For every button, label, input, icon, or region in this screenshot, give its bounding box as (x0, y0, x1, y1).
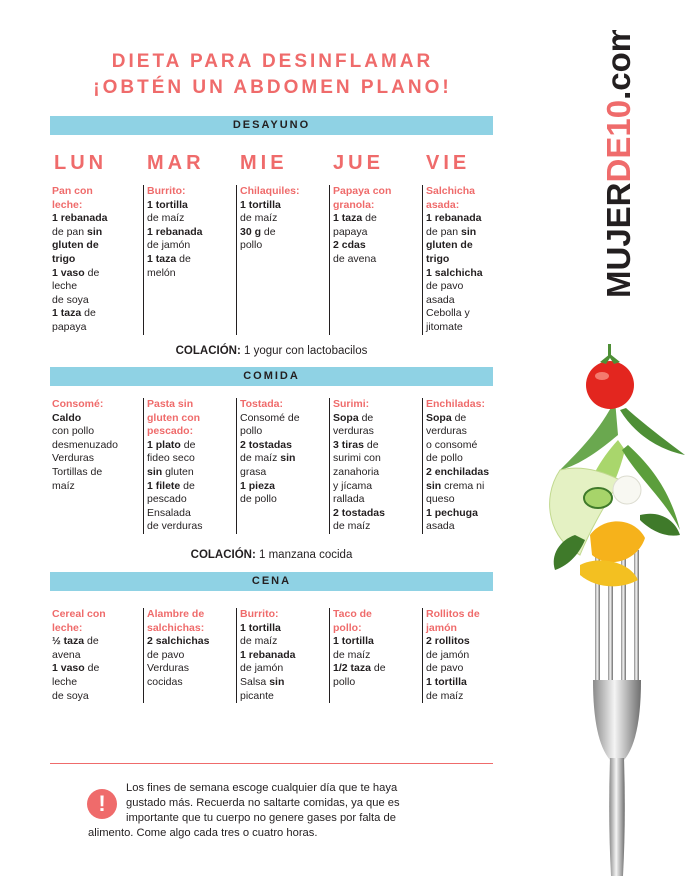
comida-day-column (143, 398, 236, 534)
brand-logo (597, 30, 637, 300)
meal-detail: Tortillas de (52, 465, 103, 478)
fork-with-vegetables-image (520, 340, 693, 876)
meal-detail: leche (52, 280, 78, 293)
meal-detail: 1 rebanada (426, 212, 482, 225)
meal-name: Alambre de (147, 608, 205, 620)
meal-detail: de maíz (333, 520, 371, 533)
meal-detail: 1 tortilla (147, 198, 188, 211)
cena-day-column (143, 608, 236, 703)
meal-detail: 2 salchichas (147, 635, 210, 648)
meal-detail: 2 cdas (333, 239, 366, 252)
meal-detail: asada (426, 520, 455, 533)
meal-detail: rallada (333, 493, 365, 506)
section-band-cena: CENA (50, 572, 493, 591)
brand-part1: MUJER (600, 182, 637, 298)
meal-detail: grasa (240, 465, 267, 478)
day-header: JUE (333, 152, 384, 174)
exclamation-icon: ! (87, 789, 117, 819)
meal-name: Pan con (52, 185, 93, 197)
meal-detail: leche (52, 675, 78, 688)
meal-name: Pasta sin (147, 398, 194, 410)
note-line: alimento. Come algo cada tres o cuatro horas. (88, 827, 318, 839)
meal-detail: 2 tostadas (240, 438, 292, 451)
day-header: LUN (54, 152, 108, 174)
meal-detail: pescado (147, 493, 187, 506)
meal-detail: Consomé de (240, 411, 300, 424)
meal-detail: de maíz (333, 648, 371, 661)
meal-name: Cereal con (52, 608, 106, 620)
meal-name: Papaya con (333, 185, 392, 197)
meal-name: jamón (426, 621, 457, 634)
meal-detail: 1 rebanada (147, 225, 203, 238)
desayuno-day-column (236, 185, 329, 335)
meal-detail: 1 taza de (333, 212, 377, 225)
meal-detail: 1 taza de (147, 252, 191, 265)
note-line: gustado más. Recuerda no saltarte comidas, ya que es (126, 797, 400, 809)
meal-detail: de soya (52, 689, 89, 702)
note-line: Los fines de semana escoge cualquier día que te haya (126, 782, 398, 794)
meal-detail: papaya (333, 225, 368, 238)
meal-detail: maíz (52, 479, 75, 492)
meal-name: Taco de (333, 608, 372, 620)
meal-detail: y jícama (333, 479, 373, 492)
meal-detail: Sopa de (426, 411, 467, 424)
meal-detail: de jamón (240, 662, 284, 675)
meal-detail: zanahoria (333, 465, 380, 478)
meal-detail: de pavo (426, 280, 464, 293)
meal-detail: Salsa sin (240, 675, 285, 688)
comida-day-column (329, 398, 422, 534)
meal-detail: de maíz sin (240, 452, 296, 465)
divider-line (50, 763, 493, 764)
meal-detail: cocidas (147, 675, 183, 688)
meal-name: leche: (52, 198, 83, 211)
meal-detail: de pollo (240, 493, 277, 506)
meal-detail: 30 g de (240, 225, 276, 238)
meal-detail: pollo (240, 425, 263, 438)
meal-detail: surimi con (333, 452, 381, 465)
meal-name: granola: (333, 198, 375, 211)
desayuno-grid (50, 185, 493, 335)
meal-detail: con pollo (52, 425, 95, 438)
desayuno-day-column (422, 185, 493, 335)
meal-detail: Sopa de (333, 411, 374, 424)
meal-detail: jitomate (426, 320, 463, 333)
meal-detail: gluten de (426, 239, 473, 252)
meal-detail: 1 pechuga (426, 506, 478, 519)
section-band-comida: COMIDA (50, 367, 493, 386)
meal-detail: de pavo (147, 648, 185, 661)
meal-detail: 1 rebanada (240, 648, 296, 661)
meal-name: Rollitos de (426, 608, 480, 620)
meal-detail: trigo (52, 252, 76, 265)
meal-detail: gluten de (52, 239, 99, 252)
meal-name: Consomé: (52, 398, 104, 410)
meal-detail: 2 tostadas (333, 506, 385, 519)
meal-detail: 1 tortilla (240, 621, 281, 634)
day-header: MIE (240, 152, 288, 174)
meal-detail: avena (52, 648, 81, 661)
meal-detail: de maíz (240, 635, 278, 648)
meal-detail: 1 plato de (147, 438, 196, 451)
meal-detail: asada (426, 293, 455, 306)
meal-detail: de soya (52, 293, 89, 306)
meal-detail: pollo (333, 675, 356, 688)
meal-name: Tostada: (240, 398, 283, 410)
meal-name: pescado: (147, 425, 194, 438)
cena-grid (50, 608, 493, 703)
meal-name: salchichas: (147, 621, 205, 634)
meal-detail: 1 filete de (147, 479, 195, 492)
meal-detail: Verduras (52, 452, 95, 465)
cena-day-column (422, 608, 493, 703)
meal-name: Enchiladas: (426, 398, 485, 410)
meal-detail: papaya (52, 320, 87, 333)
meal-detail: melón (147, 266, 176, 279)
comida-day-column (422, 398, 493, 534)
meal-detail: queso (426, 493, 455, 506)
meal-detail: Verduras (147, 662, 190, 675)
cena-day-column (236, 608, 329, 703)
meal-detail: verduras (426, 425, 467, 438)
meal-detail: Ensalada (147, 506, 191, 519)
meal-detail: 1 rebanada (52, 212, 108, 225)
meal-detail: sin gluten (147, 465, 194, 478)
meal-detail: 2 enchiladas (426, 465, 490, 478)
meal-detail: Cebolla y (426, 307, 470, 320)
meal-detail: desmenuzado (52, 438, 118, 451)
meal-name: leche: (52, 621, 83, 634)
meal-detail: fideo seco (147, 452, 195, 465)
meal-name: Salchicha (426, 185, 476, 197)
section-band-desayuno: DESAYUNO (50, 116, 493, 135)
comida-day-column (236, 398, 329, 534)
meal-detail: de jamón (426, 648, 470, 661)
meal-detail: de avena (333, 252, 377, 265)
meal-detail: pollo (240, 239, 263, 252)
meal-detail: 1 pieza (240, 479, 276, 492)
meal-detail: 1 salchicha (426, 266, 483, 279)
comida-day-column (50, 398, 143, 534)
meal-detail: 1 taza de (52, 307, 96, 320)
day-header: MAR (147, 152, 205, 174)
meal-detail: 1/2 taza de (333, 662, 386, 675)
colacion-1: COLACIÓN: 1 yogur con lactobacilos (175, 345, 368, 357)
meal-detail: sin crema ni (426, 479, 485, 492)
comida-grid (50, 398, 493, 534)
meal-detail: verduras (333, 425, 374, 438)
meal-detail: picante (240, 689, 274, 702)
meal-name: Burrito: (240, 608, 279, 620)
meal-name: Chilaquiles: (240, 185, 300, 197)
desayuno-day-column (143, 185, 236, 335)
meal-name: Surimi: (333, 398, 370, 410)
weekend-note (88, 781, 468, 841)
meal-name: asada: (426, 198, 460, 211)
meal-name: gluten con (147, 411, 201, 424)
day-headers (50, 152, 493, 175)
page-title-line1: DIETA PARA DESINFLAMAR (111, 51, 434, 72)
meal-detail: de maíz (147, 212, 185, 225)
day-header: VIE (426, 152, 471, 174)
desayuno-day-column (329, 185, 422, 335)
meal-detail: Caldo (52, 411, 82, 424)
page-title-line2: ¡OBTÉN UN ABDOMEN PLANO! (93, 77, 452, 98)
brand-part3: .com (600, 30, 637, 100)
desayuno-day-column (50, 185, 143, 335)
meal-detail: trigo (426, 252, 450, 265)
meal-detail: 1 vaso de (52, 662, 100, 675)
brand-part2: DE10 (600, 99, 637, 183)
meal-detail: 1 tortilla (426, 675, 467, 688)
meal-detail: 1 tortilla (333, 635, 374, 648)
meal-detail: de verduras (147, 520, 203, 533)
meal-detail: de pollo (426, 452, 463, 465)
meal-detail: de maíz (240, 212, 278, 225)
meal-detail: de pavo (426, 662, 464, 675)
meal-detail: de pan sin (52, 225, 103, 238)
meal-detail: ½ taza de (52, 635, 99, 648)
meal-detail: o consomé (426, 438, 478, 451)
cena-day-column (329, 608, 422, 703)
meal-detail: de jamón (147, 239, 191, 252)
meal-detail: 1 tortilla (240, 198, 281, 211)
colacion-2: COLACIÓN: 1 manzana cocida (190, 549, 353, 561)
cena-day-column (50, 608, 143, 703)
meal-detail: de maíz (426, 689, 464, 702)
meal-detail: 3 tiras de (333, 438, 379, 451)
meal-name: pollo: (333, 621, 362, 634)
note-line: importante que tu cuerpo no genere gases por falta de (126, 812, 396, 824)
meal-detail: 1 vaso de (52, 266, 100, 279)
meal-name: Burrito: (147, 185, 186, 197)
meal-detail: de pan sin (426, 225, 477, 238)
svg-text:MUJERDE10.com (600, 30, 637, 298)
meal-detail: 2 rollitos (426, 635, 470, 648)
